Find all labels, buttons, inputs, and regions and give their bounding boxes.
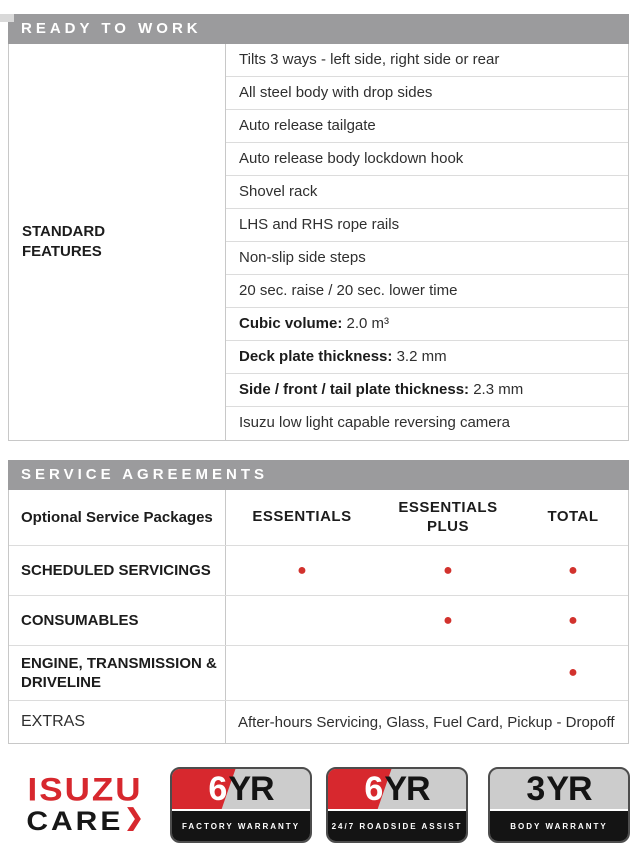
service-table-header-row [9,490,628,546]
badge-year: 6 [364,770,383,808]
feature-row: Cubic volume: 2.0 m³ [226,308,628,341]
included-dot: ● [568,561,578,579]
scan-artifact [0,14,14,22]
service-agreements-table [8,490,629,744]
service-agreements-section [8,460,629,744]
badge-factory-warranty [170,767,312,843]
badge-bottom [328,809,466,841]
care-line [26,804,144,837]
cell-total [518,546,628,595]
feature-row: 20 sec. raise / 20 sec. lower time [226,275,628,308]
included-dot: ● [297,561,307,579]
badge-unit: YR [228,770,274,808]
cell-essentials [226,596,378,645]
feature-row: Shovel rack [226,176,628,209]
cell-essentials-plus [378,546,518,595]
badge-caption: 24/7 ROADSIDE ASSIST [331,821,463,831]
feature-row: Side / front / tail plate thickness: 2.3 mm [226,374,628,407]
cell-essentials [226,546,378,595]
cell-total [518,646,628,700]
row-label: ENGINE, TRANSMISSION & DRIVELINE [9,646,226,700]
badge-unit: YR [384,770,430,808]
feature-row: LHS and RHS rope rails [226,209,628,242]
ready-to-work-header: READY TO WORK [8,14,629,44]
isuzu-wordmark: ISUZU [27,771,143,808]
badge-bottom [172,809,310,841]
cell-essentials-plus [378,596,518,645]
column-header-total: TOTAL [547,508,599,526]
feature-row: Deck plate thickness: 3.2 mm [226,341,628,374]
extras-value: After-hours Servicing, Glass, Fuel Card, Pickup - Dropoff [238,713,615,731]
ready-to-work-section [8,14,629,441]
logos-row [0,767,637,843]
feature-row: Auto release body lockdown hook [226,143,628,176]
standard-features-label: STANDARD FEATURES [22,222,106,260]
row-label: SCHEDULED SERVICINGS [9,546,226,595]
feature-row: Tilts 3 ways - left side, right side or rear [226,44,628,77]
cell-essentials-plus [378,646,518,700]
cell-total [518,596,628,645]
badge-top [172,769,310,809]
column-header-packages: Optional Service Packages [9,490,226,545]
feature-row: Isuzu low light capable reversing camera [239,414,510,431]
row-label: EXTRAS [9,701,226,743]
feature-row: All steel body with drop sides [226,77,628,110]
badge-caption: BODY WARRANTY [510,821,608,831]
badge-top [328,769,466,809]
cell-essentials [226,646,378,700]
care-wordmark: CARE [26,806,124,836]
standard-features-label-cell [9,44,226,440]
badge-body-warranty [488,767,630,843]
badge-top [490,769,628,809]
feature-row: Auto release tailgate [226,110,628,143]
included-dot: ● [443,611,453,629]
care-arrow-icon: ❯ [124,804,144,830]
included-dot: ● [568,611,578,629]
included-dot: ● [568,664,578,681]
badge-bottom [490,809,628,841]
badge-unit: YR [546,770,592,808]
column-header-essentials-plus: ESSENTIALS PLUS [398,498,498,535]
included-dot: ● [443,561,453,579]
table-row-engine-transmission-driveline [9,646,628,701]
badge-caption: FACTORY WARRANTY [181,821,301,831]
badge-year: 3 [526,770,545,808]
table-row-extras [9,701,628,743]
feature-list [226,44,628,440]
table-row-consumables [9,596,628,646]
standard-features-table [8,44,629,441]
badge-roadside-assist [326,767,468,843]
service-agreements-header: SERVICE AGREEMENTS [8,460,629,490]
column-header-essentials: ESSENTIALS [252,508,352,526]
isuzu-care-logo [4,771,166,837]
feature-row: Non-slip side steps [226,242,628,275]
badge-year: 6 [208,770,227,808]
table-row-scheduled-servicings [9,546,628,596]
row-label: CONSUMABLES [9,596,226,645]
